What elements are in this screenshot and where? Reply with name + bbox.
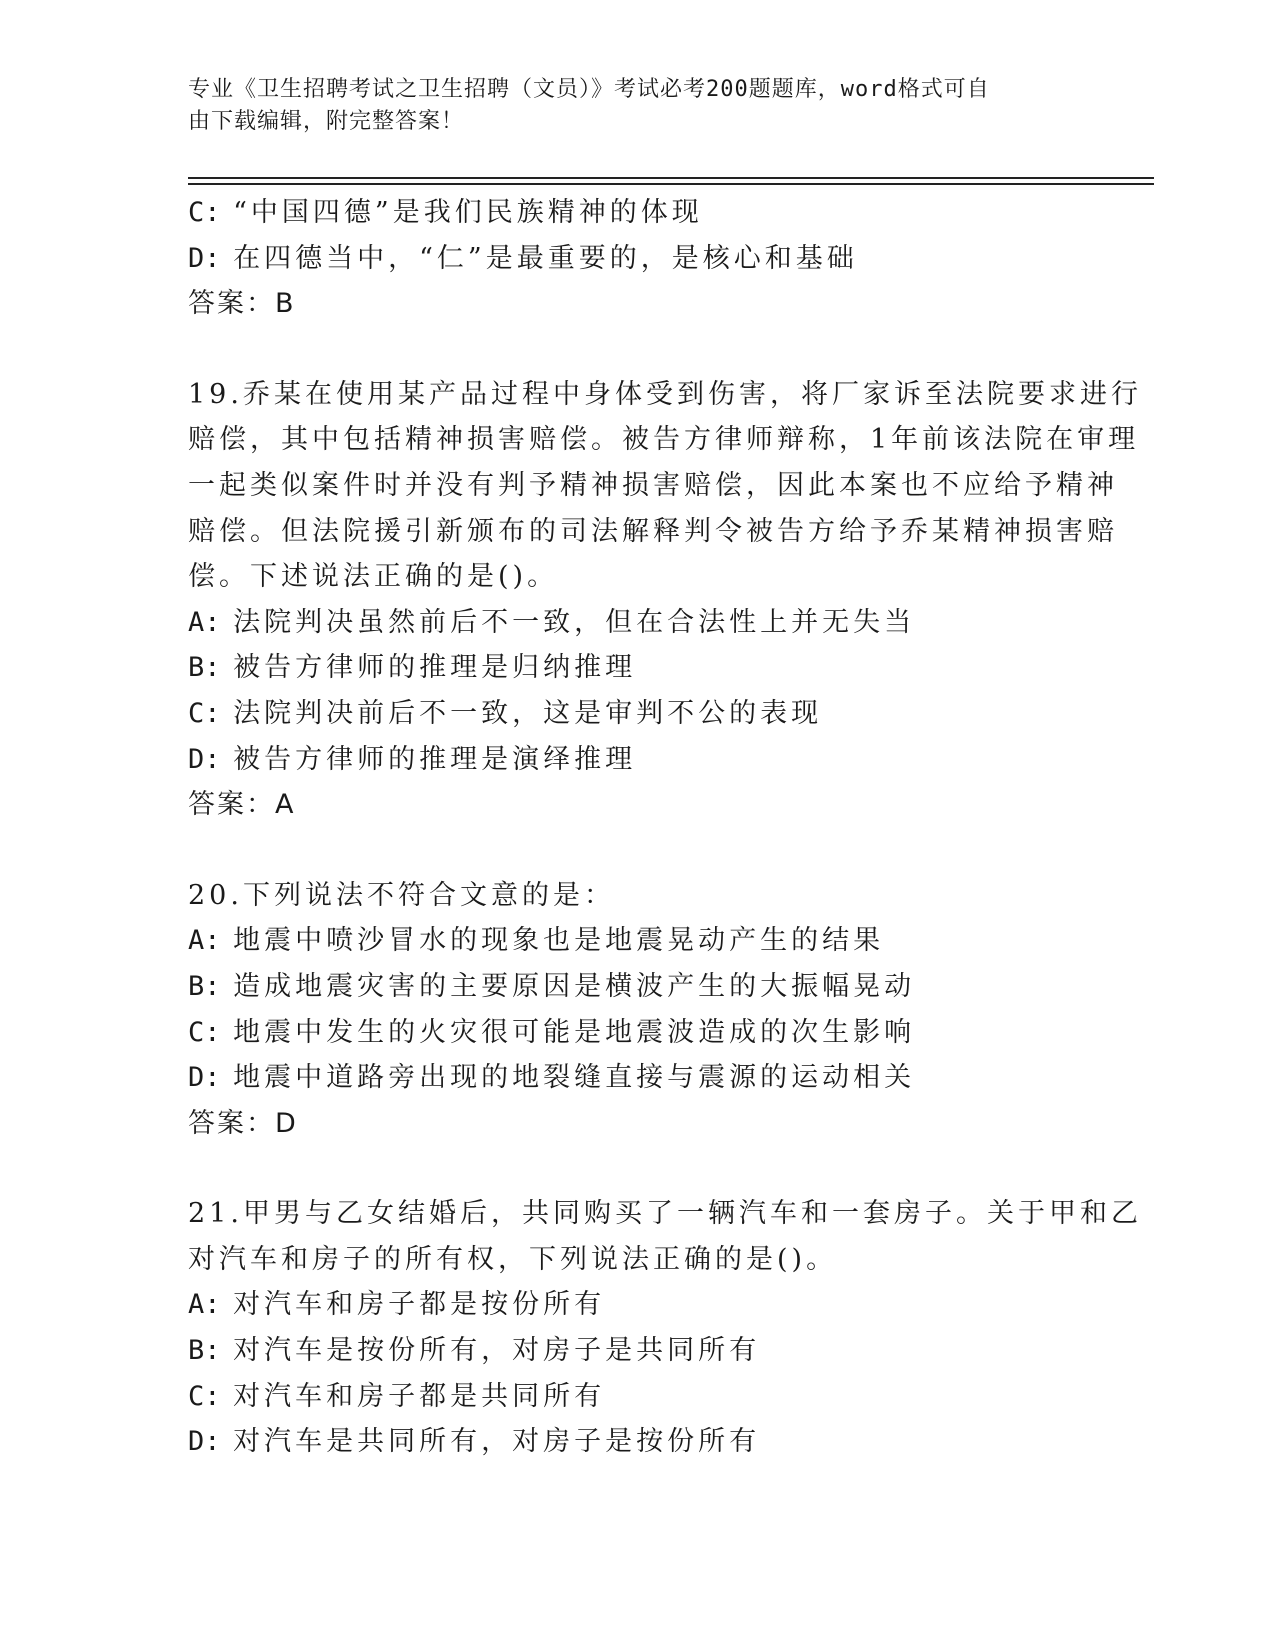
option-d: D: 地震中道路旁出现的地裂缝直接与震源的运动相关 [188,1062,916,1094]
question-stem-line: 对汽车和房子的所有权，下列说法正确的是()。 [188,1243,838,1275]
option-a: A: 对汽车和房子都是按份所有 [188,1289,606,1321]
question-stem-line: 偿。下述说法正确的是()。 [188,561,559,593]
page-header [188,74,1068,138]
option-a: A: 法院判决虽然前后不一致，但在合法性上并无失当 [188,606,916,638]
header-divider-bottom [188,183,1154,185]
question-18-tail [188,190,1108,327]
option-c: C: “中国四德”是我们民族精神的体现 [188,197,703,228]
question-21 [188,1191,1142,1465]
option-c: C: 法院判决前后不一致，这是审判不公的表现 [188,697,823,729]
option-d: D: 对汽车是共同所有，对房子是按份所有 [188,1426,761,1458]
header-line-2: 由下载编辑，附完整答案！ [188,109,465,134]
question-19 [188,372,1142,828]
question-20 [188,873,1108,1147]
option-c: C: 地震中发生的火灾很可能是地震波造成的次生影响 [188,1016,916,1048]
question-stem-line: 赔偿。但法院援引新颁布的司法解释判令被告方给予乔某精神损害赔 [188,515,1118,547]
question-stem-line: 一起类似案件时并没有判予精神损害赔偿，因此本案也不应给予精神 [188,469,1118,501]
option-b: B: 对汽车是按份所有，对房子是共同所有 [188,1335,761,1367]
option-b: B: 造成地震灾害的主要原因是横波产生的大振幅晃动 [188,970,916,1002]
option-d: D: 在四德当中，“仁”是最重要的，是核心和基础 [188,242,858,274]
question-stem-line: 19.乔某在使用某产品过程中身体受到伤害，将厂家诉至法院要求进行 [188,378,1142,410]
answer-line: 答案：B [188,288,296,320]
option-d: D: 被告方律师的推理是演绎推理 [188,743,637,775]
option-c: C: 对汽车和房子都是共同所有 [188,1380,606,1412]
header-line-1: 专业《卫生招聘考试之卫生招聘（文员）》考试必考200题题库，word格式可自 [188,77,990,102]
answer-line: 答案：D [188,1107,298,1139]
question-content [188,190,1142,1465]
option-a: A: 地震中喷沙冒水的现象也是地震晃动产生的结果 [188,925,885,957]
header-divider-top [188,177,1154,179]
answer-line: 答案：A [188,789,296,821]
option-b: B: 被告方律师的推理是归纳推理 [188,652,637,684]
question-stem-line: 赔偿，其中包括精神损害赔偿。被告方律师辩称，1年前该法院在审理 [188,424,1140,456]
question-stem-line: 20.下列说法不符合文意的是： [188,879,615,911]
question-stem-line: 21.甲男与乙女结婚后，共同购买了一辆汽车和一套房子。关于甲和乙 [188,1198,1142,1230]
